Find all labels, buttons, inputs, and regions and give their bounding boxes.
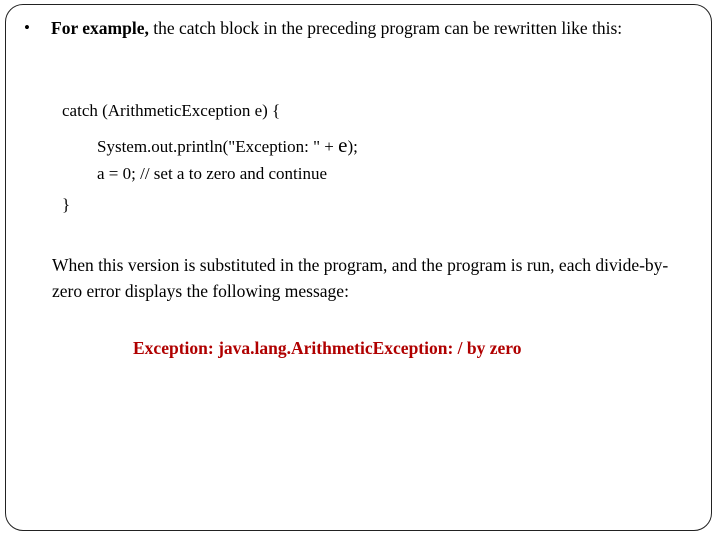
code-println-suffix: ); <box>347 137 358 156</box>
bullet-body: the catch block in the preceding program can be rewritten like this: <box>148 18 623 38</box>
error-message: Exception: java.lang.ArithmeticException: / by zero <box>133 338 522 358</box>
explanation-paragraph: When this version is substituted in the program, and the program is run, each divide-by-zero error displays the following message: <box>52 255 669 301</box>
bullet-text <box>51 15 694 41</box>
code-line-println <box>97 134 358 158</box>
code-line-catch: catch (ArithmeticException e) { <box>62 101 281 120</box>
bullet-lead: For example, <box>51 18 149 38</box>
bullet-icon: • <box>24 18 30 37</box>
code-line-assign: a = 0; // set a to zero and continue <box>97 164 328 183</box>
code-line-close-brace: } <box>62 195 71 214</box>
code-println-prefix: System.out.println("Exception: " + <box>97 137 339 156</box>
bullet-point <box>24 15 694 41</box>
code-println-var: e <box>338 133 348 157</box>
